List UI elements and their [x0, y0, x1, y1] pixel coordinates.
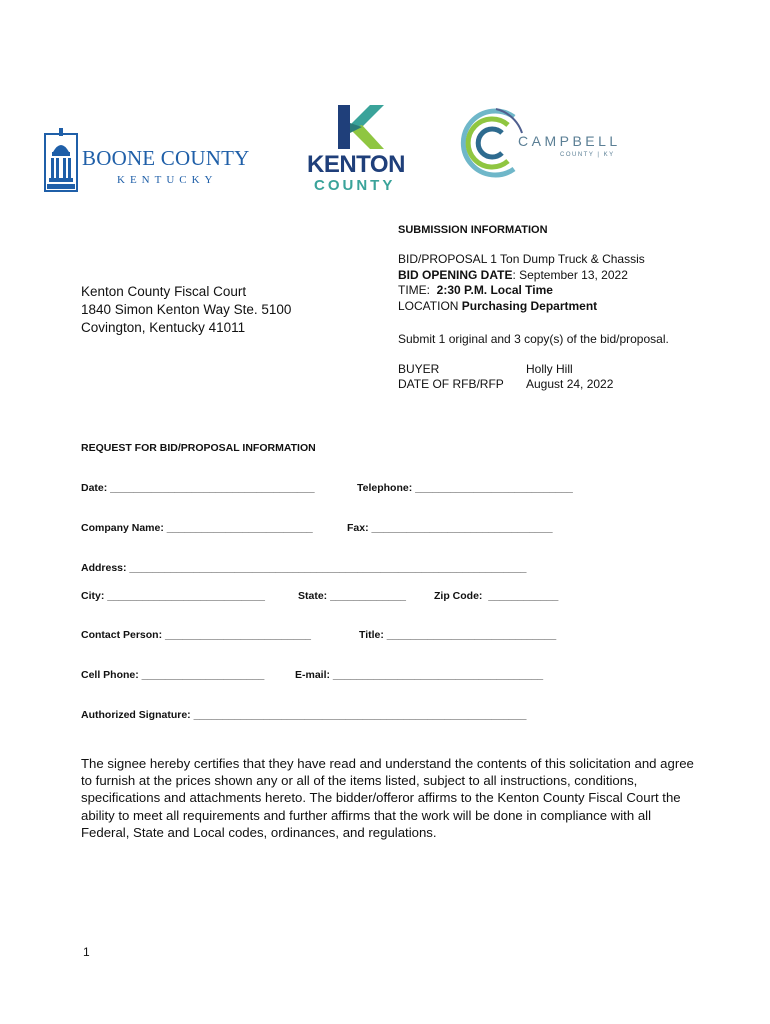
boone-county-courthouse-icon	[44, 128, 78, 192]
fax-field[interactable]: Fax: _______________________________	[347, 522, 553, 534]
buyer-value: Holly Hill	[526, 362, 573, 376]
company-name-field[interactable]: Company Name: _________________________	[81, 522, 313, 534]
authorized-signature-field[interactable]: Authorized Signature: _________________________________________________________	[81, 709, 527, 721]
campbell-county-logo-subtext: COUNTY | KY	[560, 152, 615, 158]
location-line	[398, 299, 597, 315]
submission-heading: SUBMISSION INFORMATION	[398, 224, 548, 236]
address-line-2: 1840 Simon Kenton Way Ste. 5100	[81, 302, 292, 317]
buyer-label: BUYER	[398, 362, 440, 376]
contact-person-field[interactable]: Contact Person: _________________________	[81, 629, 312, 641]
date-field[interactable]: Date: ___________________________________	[81, 482, 315, 494]
date-of-rfb-label: DATE OF RFB/RFP	[398, 377, 504, 391]
bid-proposal-value: 1 Ton Dump Truck & Chassis	[490, 252, 645, 266]
title-field[interactable]: Title: _____________________________	[359, 629, 557, 641]
boone-county-logo-text: BOONE COUNTY	[82, 146, 250, 170]
time-line	[398, 283, 553, 299]
page-number: 1	[83, 945, 90, 959]
campbell-county-c-logo-icon	[456, 103, 526, 183]
address-field[interactable]: Address: ____________________________________________________________________	[81, 562, 527, 574]
cell-phone-field[interactable]: Cell Phone: _____________________	[81, 669, 265, 681]
email-field[interactable]: E-mail: ____________________________________	[295, 669, 544, 681]
fiscal-court-address	[81, 283, 291, 337]
bid-proposal-line	[398, 252, 645, 268]
city-field[interactable]: City: ___________________________	[81, 590, 265, 602]
location-label: LOCATION	[398, 299, 459, 313]
address-line-3: Covington, Kentucky 41011	[81, 320, 246, 335]
bid-opening-line	[398, 268, 628, 284]
bid-opening-value: : September 13, 2022	[512, 268, 628, 282]
bid-opening-label: BID OPENING DATE	[398, 268, 513, 282]
zip-code-field[interactable]: Zip Code: ____________	[434, 590, 559, 602]
kenton-county-k-logo-icon	[336, 103, 386, 151]
kenton-county-logo-text: KENTON	[307, 151, 405, 178]
location-value: Purchasing Department	[461, 299, 598, 313]
submit-instructions: Submit 1 original and 3 copy(s) of the bid/proposal.	[398, 332, 669, 346]
certification-paragraph: The signee hereby certifies that they have read and understand the contents of this solicitation and agree to furnish at the prices shown any or all of the items listed, subject to all instructions, conditions, specifications and attachments hereto. The bidder/offeror affirms to the Kenton County Fiscal Court the ability to meet all requirements and further affirms that the work will be done in compliance with all Federal, State and Local codes, ordinances, and regulations.	[81, 756, 694, 840]
address-line-1: Kenton County Fiscal Court	[81, 284, 247, 299]
boone-county-logo-subtext: KENTUCKY	[117, 174, 218, 186]
campbell-county-logo-text: CAMPBELL	[518, 133, 621, 149]
state-field[interactable]: State: _____________	[298, 590, 407, 602]
request-info-heading: REQUEST FOR BID/PROPOSAL INFORMATION	[81, 442, 316, 454]
kenton-county-logo-subtext: COUNTY	[314, 177, 396, 194]
bid-proposal-label: BID/PROPOSAL	[398, 252, 487, 266]
date-of-rfb-value: August 24, 2022	[526, 377, 614, 391]
telephone-field[interactable]: Telephone: ___________________________	[357, 482, 573, 494]
time-value: 2:30 P.M. Local Time	[436, 283, 553, 297]
time-label: TIME:	[398, 283, 430, 297]
